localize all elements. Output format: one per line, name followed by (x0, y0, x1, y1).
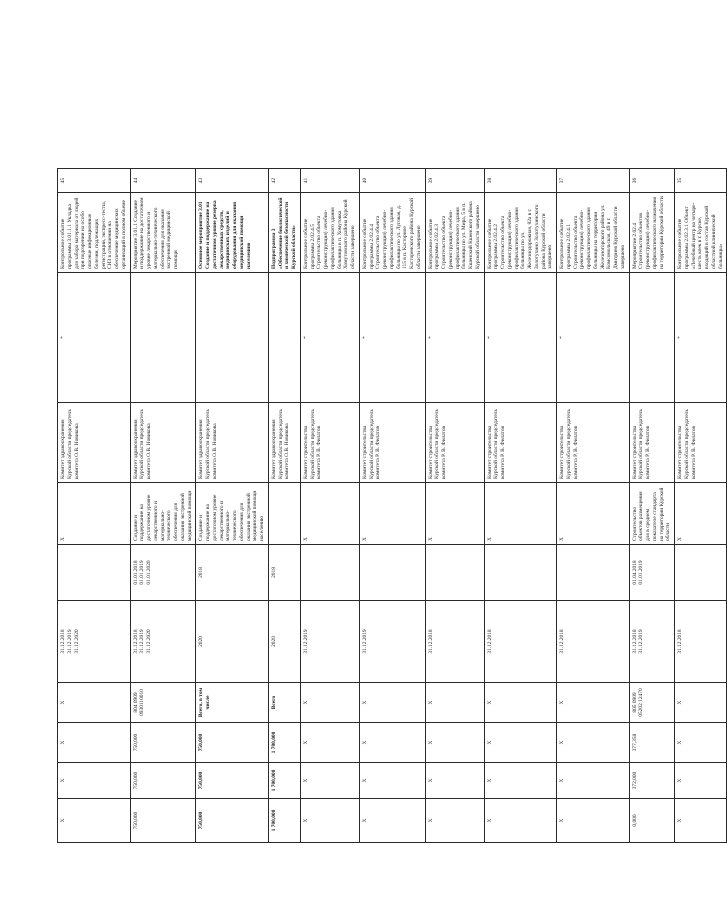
cell-control-mark (268, 273, 300, 403)
cell-result: X (425, 483, 484, 545)
cell-year-1: 1 700,000 (268, 723, 300, 763)
cell-result: X (300, 483, 359, 545)
cell-start-date (425, 545, 484, 601)
cell-responsible: Комитет строительства Курской области председатель комитета Р. В. Филатов (425, 403, 484, 483)
cell-result (268, 483, 300, 545)
cell-year-3: X (58, 799, 131, 843)
cell-start-date (300, 545, 359, 601)
cell-responsible: Комитет здравоохранения Курской области председатель комитета О.В. Новикова (196, 403, 269, 483)
cell-event-name: Основное мероприятие 3.01 Создание и поддержание на достаточном уровне резерва лекарственных средств, медицинских изделий и оборудования для оказания медицинской помощи населению (196, 193, 269, 273)
cell-result: X (557, 483, 630, 545)
cell-event-name: Контрольное событие программы 2.02.3.1 Объект «Лечебный центр на четыре-шесть коек в г. Курске, входящий в состав Курской областной клинической больницы» (675, 193, 727, 273)
cell-event-name: Мероприятие 2.02.4 Строительство объектов (реконструкция) лечебно-профилактического назначения на территории Курской области (629, 193, 675, 273)
cell-kbk: X (675, 683, 727, 723)
table-row (58, 43, 131, 843)
cell-event-name: Подпрограмма 3 «Обеспечение биологической и химической безопасности Курской области» (268, 193, 300, 273)
cell-end-date: 31.12.2018 31.12.2019 31.12.2020 (58, 601, 131, 683)
cell-year-2: X (58, 763, 131, 799)
cell-year-1: X (557, 723, 630, 763)
cell-end-date: 2020 (268, 601, 300, 683)
cell-start-date (359, 545, 425, 601)
cell-year-1: 750,000 (130, 723, 196, 763)
cell-kbk: X (58, 683, 131, 723)
cell-year-1: X (484, 723, 557, 763)
cell-year-2: X (484, 763, 557, 799)
cell-kbk: X (300, 683, 359, 723)
cell-control-mark: * (484, 273, 557, 403)
cell-year-3: X (425, 799, 484, 843)
cell-end-date: 2020 (196, 601, 269, 683)
cell-responsible: Комитет строительства Курской области председатель комитета Р. В. Филатов (300, 403, 359, 483)
cell-row-number: 35 (675, 169, 727, 193)
cell-kbk: Всего, в том числе (196, 683, 269, 723)
cell-year-3: 750,000 (130, 799, 196, 843)
cell-row-number: 38 (484, 169, 557, 193)
table-row (196, 43, 269, 843)
cell-row-number: 40 (359, 169, 425, 193)
cell-start-date (484, 545, 557, 601)
cell-result: Создание и поддержание на достаточном уровне лекарственного и материально-технического обеспечения для оказания экстренной медицинской помощи (130, 483, 196, 545)
cell-start-date (675, 545, 727, 601)
table-row (130, 43, 196, 843)
cell-end-date: 31.12.2019 (300, 601, 359, 683)
cell-year-2: X (300, 763, 359, 799)
cell-year-1: X (675, 723, 727, 763)
cell-year-3: X (675, 799, 727, 843)
cell-kbk: X (484, 683, 557, 723)
table-row (359, 43, 425, 843)
cell-year-2: X (675, 763, 727, 799)
cell-end-date: 31.12.2018 (675, 601, 727, 683)
cell-control-mark: * (58, 273, 131, 403)
cell-responsible: Комитет строительства Курской области председатель комитета Р. В. Филатов (675, 403, 727, 483)
cell-kbk: Всего (268, 683, 300, 723)
cell-year-3: 750,000 (196, 799, 269, 843)
cell-event-name: Контрольное событие программы 2.02.4.5 Строительство объекта (реконструкция) лечебно-профилактического здания больницы в п. Хомутовка Хомутовского района Курской области завершено (300, 193, 359, 273)
rotated-table-container (57, 43, 724, 843)
cell-control-mark: * (300, 273, 359, 403)
cell-end-date: 31.12.2018 (425, 601, 484, 683)
cell-year-2: 372,000 (629, 763, 675, 799)
cell-control-mark: * (557, 273, 630, 403)
cell-year-2: X (359, 763, 425, 799)
cell-end-date: 31.12.2018 (484, 601, 557, 683)
cell-event-name: Контрольное событие программы 2.02.4.1 Строительство объекта (реконструкция) лечебно-профилактического здания больницы на территории Железногорского района ул. Комсомольская, 49 в г. Дмитриев Курской области завершено (557, 193, 630, 273)
cell-result: Создание и поддержание на достаточном уровне лекарственного и материально-технического обеспечения для оказания экстренной медицинской помощи населению (196, 483, 269, 545)
cell-row-number: 41 (300, 169, 359, 193)
cell-control-mark: * (425, 273, 484, 403)
cell-row-number: 43 (196, 169, 269, 193)
cell-year-1: X (58, 723, 131, 763)
table-row (675, 43, 727, 843)
cell-responsible: Комитет здравоохранения Курской области председатель комитета О.В. Новикова (268, 403, 300, 483)
cell-year-2: 750,000 (130, 763, 196, 799)
cell-responsible: Комитет здравоохранения Курской области председатель комитета О.В. Новикова (58, 403, 131, 483)
cell-start-date: 2018 (196, 545, 269, 601)
cell-year-3: X (359, 799, 425, 843)
cell-start-date: 01.01.2018 01.01.2019 01.01.2020 (130, 545, 196, 601)
cell-end-date: 31.12.2018 (557, 601, 630, 683)
cell-kbk: X (425, 683, 484, 723)
cell-year-1: 750,000 (196, 723, 269, 763)
cell-row-number: 45 (58, 169, 131, 193)
cell-start-date (557, 545, 630, 601)
table-row (629, 43, 675, 843)
cell-control-mark (629, 273, 675, 403)
cell-event-name: Контрольное событие программы 2.02.4.3 Строительство объекта (реконструкция) лечебно-профилактического здания больницы по ул. Мира, 5 в п. Кшенский Кшенского района Курской области завершено (425, 193, 484, 273)
cell-responsible: Комитет строительства Курской области председатель комитета Р. В. Филатов (484, 403, 557, 483)
cell-responsible: Комитет здравоохранения Курской области председатель комитета О.В. Новикова (130, 403, 196, 483)
cell-end-date: 31.12.2018 31.12.2019 (629, 601, 675, 683)
cell-responsible: Комитет строительства Курской области председатель комитета Р. В. Филатов (359, 403, 425, 483)
cell-start-date (58, 545, 131, 601)
cell-year-3: 0,000 (629, 799, 675, 843)
cell-kbk: 804 0909 0930110010 (130, 683, 196, 723)
cell-row-number: 44 (130, 169, 196, 193)
cell-result: X (675, 483, 727, 545)
table-row (484, 43, 557, 843)
cell-responsible: Комитет строительства Курской области председатель комитета Р. В. Филатов (557, 403, 630, 483)
cell-start-date: 2018 (268, 545, 300, 601)
cell-year-1: X (425, 723, 484, 763)
cell-year-2: 1 700,000 (268, 763, 300, 799)
cell-event-name: Контрольное событие программы 3.01.1.1 Укладка для забора материала от людей при подозрении на особо опасные инфекционные болезни, подлежащих регистрации, экспресс-тесты, СИЗ в отношении на обеспечение медицинских организаций в полном объеме (58, 193, 131, 273)
cell-row-number: 39 (425, 169, 484, 193)
cell-row-number: 36 (629, 169, 675, 193)
cell-event-name: Контрольное событие программы 2.02.4.4 Строительство объекта (реконструкция) лечебно-профилактического здания больницы по ул. Луговая, д. 115 в п. Касторное Касторенского района Курской области завершено (359, 193, 425, 273)
cell-year-3: X (557, 799, 630, 843)
cell-year-2: X (557, 763, 630, 799)
table-row (425, 43, 484, 843)
cell-year-1: X (359, 723, 425, 763)
cell-kbk: 805 0909 05202 12470 (629, 683, 675, 723)
cell-result: X (484, 483, 557, 545)
cell-year-1: X (300, 723, 359, 763)
cell-responsible: Комитет строительства Курской области председатель комитета Р. В. Филатов (629, 403, 675, 483)
cell-control-mark: * (359, 273, 425, 403)
cell-event-name: Мероприятие 3.01.1 Создание и поддержание на достаточном уровне лекарственного и материально-технического обеспечения для оказания экстренной медицинской помощи (130, 193, 196, 273)
cell-row-number: 37 (557, 169, 630, 193)
program-table (57, 42, 727, 843)
cell-control-mark (196, 273, 269, 403)
cell-year-2: X (425, 763, 484, 799)
cell-year-3: X (300, 799, 359, 843)
cell-end-date: 31.12.2019 (359, 601, 425, 683)
cell-control-mark (130, 273, 196, 403)
cell-row-number: 42 (268, 169, 300, 193)
table-row (268, 43, 300, 843)
cell-year-3: X (484, 799, 557, 843)
cell-end-date: 31.12.2018 31.12.2019 31.12.2020 (130, 601, 196, 683)
cell-year-3: 1 700,000 (268, 799, 300, 843)
cell-result: Строительство объектов размещения для в среднем показателе стандарта на территории Курской области (629, 483, 675, 545)
table-row (557, 43, 630, 843)
cell-result: X (58, 483, 131, 545)
cell-kbk: X (359, 683, 425, 723)
cell-year-2: 750,000 (196, 763, 269, 799)
cell-year-1: 377,358 (629, 723, 675, 763)
cell-result: X (359, 483, 425, 545)
cell-event-name: Контрольное событие программы 2.02.4.2 Строительство объекта (реконструкция) лечебно-профилактического здания больницы по ул. Железнодорожная, 82а в г. Золотухино Золотухинского района Курской области завершено (484, 193, 557, 273)
cell-start-date: 01.04.2018 01.01.2019 (629, 545, 675, 601)
cell-kbk: X (557, 683, 630, 723)
cell-control-mark: * (675, 273, 727, 403)
table-row (300, 43, 359, 843)
